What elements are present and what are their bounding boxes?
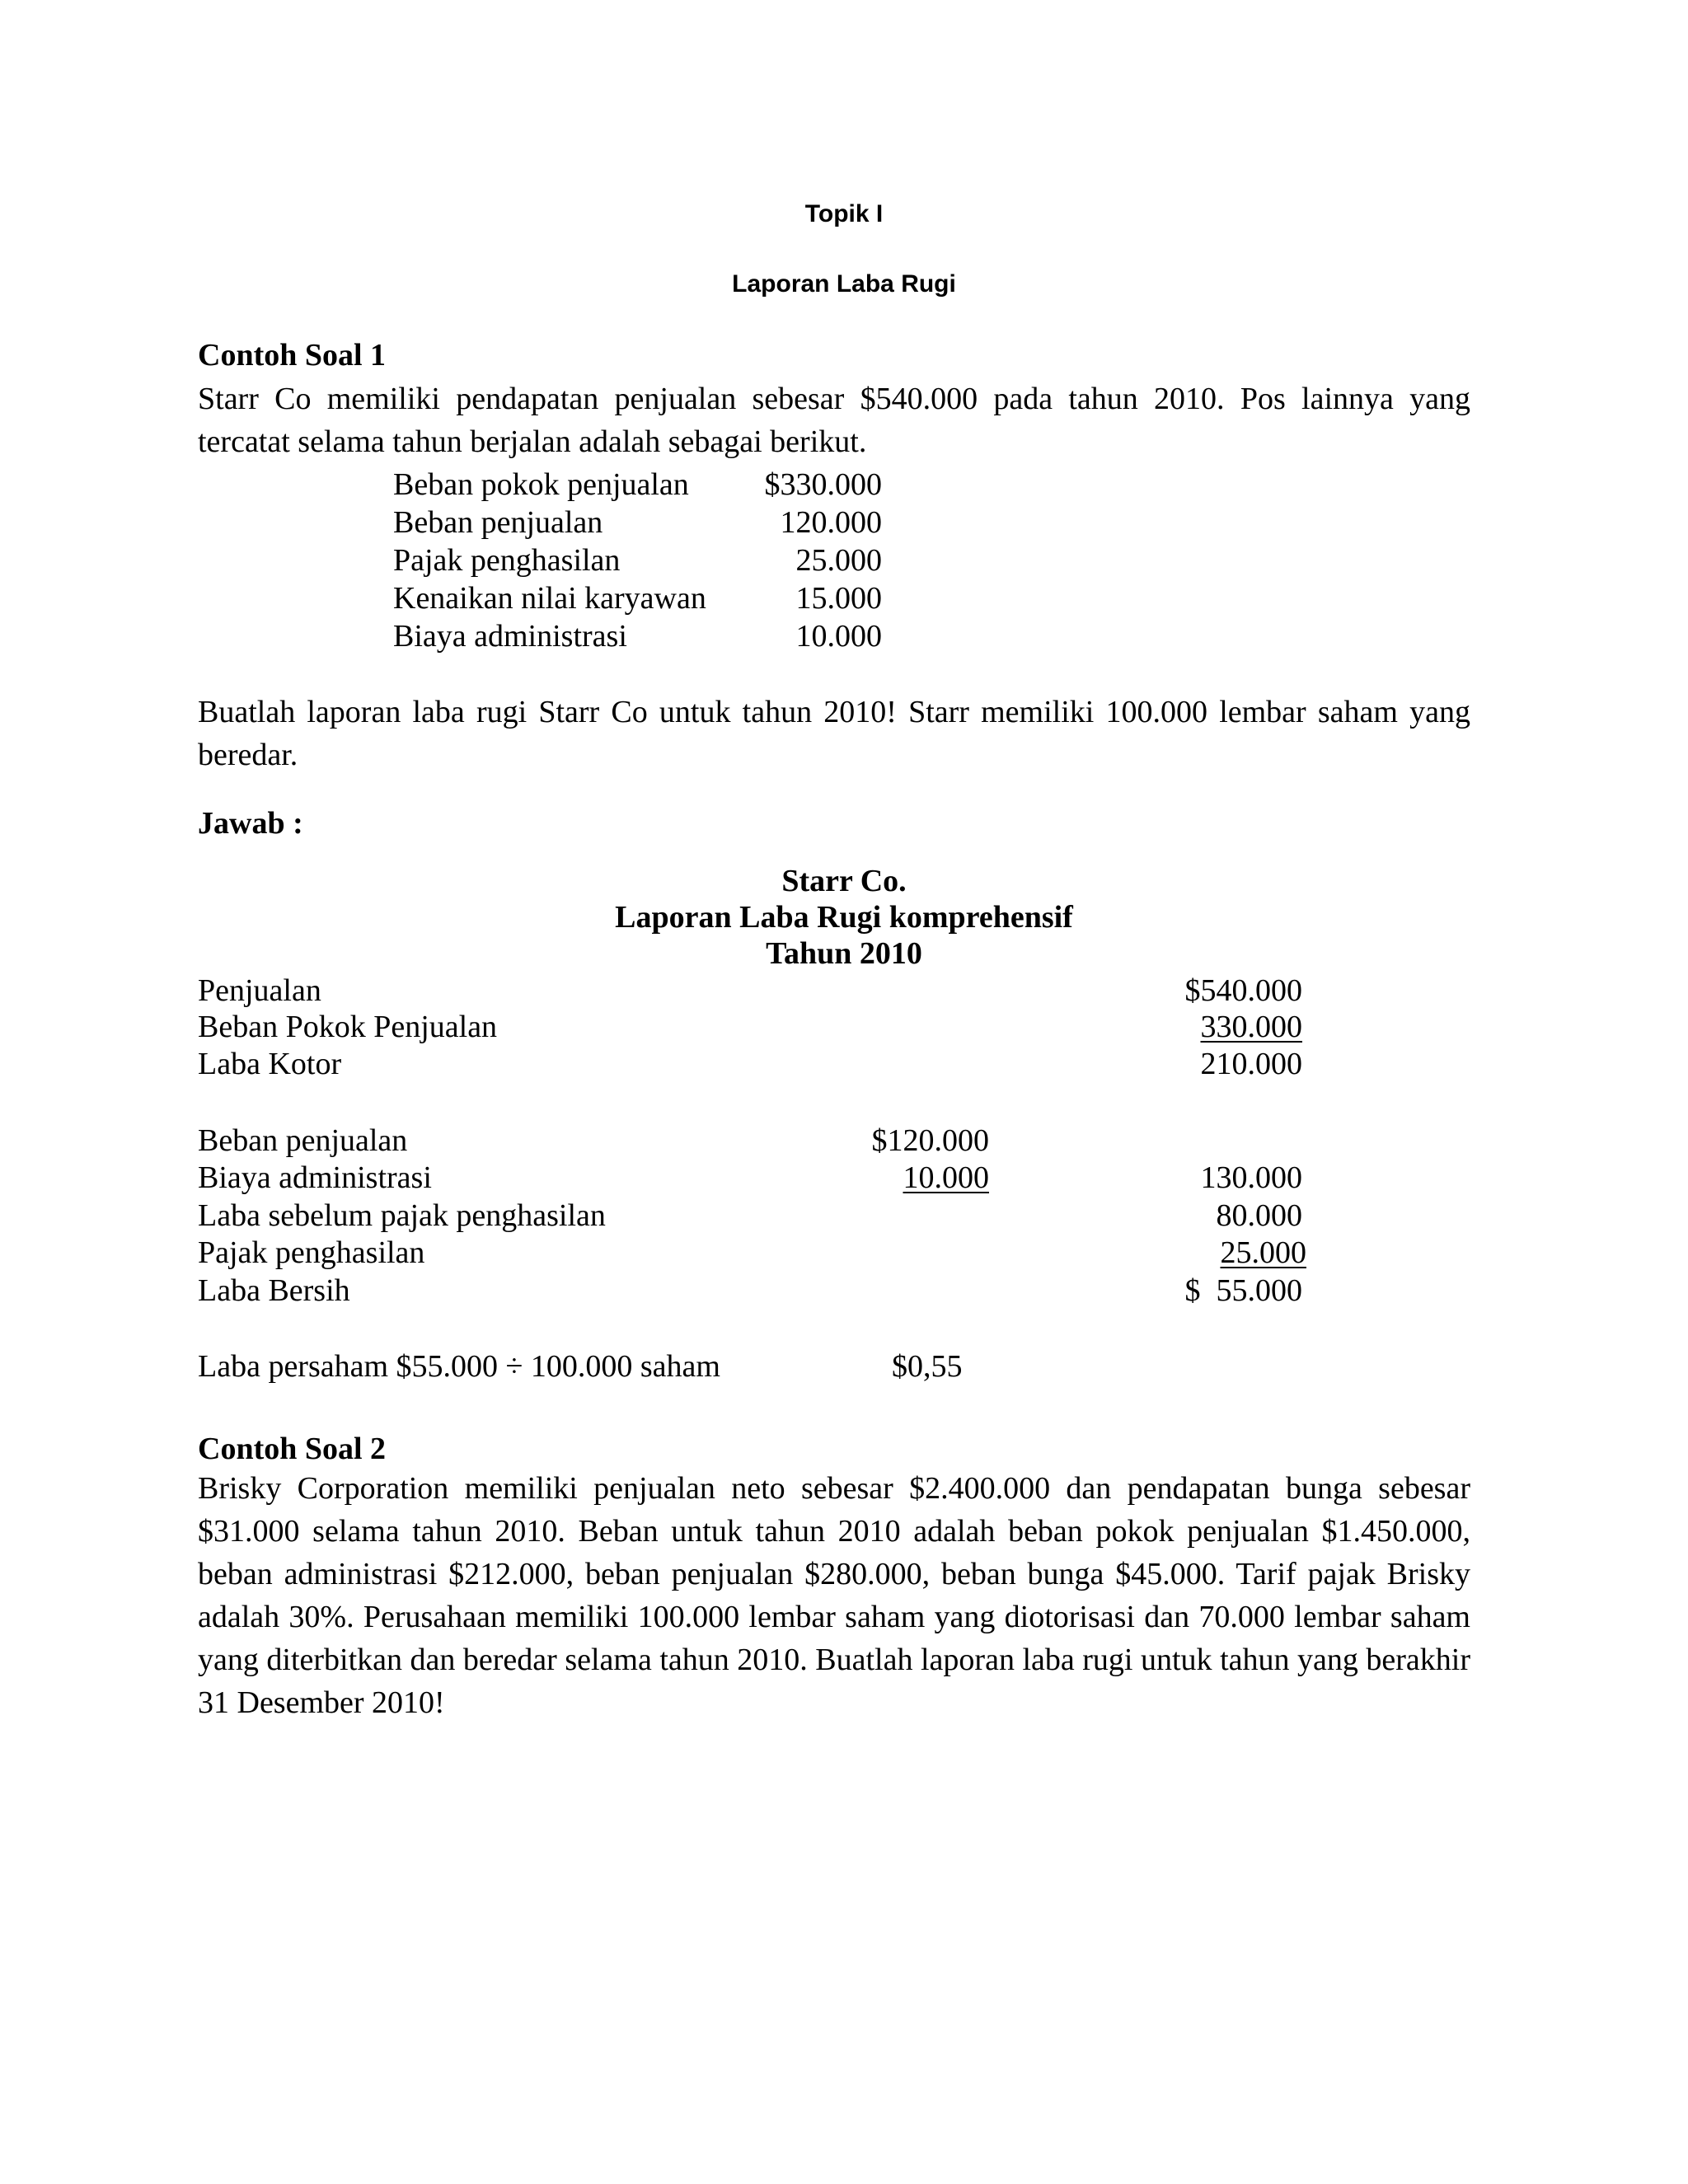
soal1-item-value: $330.000: [764, 467, 882, 502]
statement-row-value: 25.000: [1220, 1235, 1306, 1270]
soal1-item-label: Kenaikan nilai karyawan: [393, 581, 706, 616]
jawab-label: Jawab :: [198, 806, 303, 841]
statement-row-label: Penjualan: [198, 973, 321, 1008]
soal1-title: Contoh Soal 1: [198, 338, 387, 373]
soal1-item-value: 120.000: [780, 505, 882, 540]
statement-row-label: Beban penjualan: [198, 1123, 408, 1158]
topic-heading: Topik I: [804, 200, 884, 227]
statement-row-value: 330.000: [1200, 1010, 1302, 1044]
soal1-item-value: 15.000: [795, 581, 882, 616]
soal1-item-label: Beban pokok penjualan: [393, 467, 689, 502]
soal1-item-value: 25.000: [795, 543, 882, 578]
soal2-title: Contoh Soal 2: [198, 1432, 387, 1466]
statement-row-value: 130.000: [1200, 1160, 1302, 1195]
statement-row-label: Laba Kotor: [198, 1047, 342, 1081]
statement-row-label: Laba sebelum pajak penghasilan: [198, 1198, 606, 1233]
eps-value: $0,55: [892, 1349, 963, 1384]
soal2-text: Brisky Corporation memiliki penjualan neto sebesar $2.400.000 dan pendapatan bunga sebesar $31.000 selama tahun 2010. Beban untuk tahun 2010 adalah beban pokok penjualan $1.450.000, beban administrasi $212.000, beban penjualan $280.000, beban bunga $45.000. Tarif pajak Brisky adalah 30%. Perusahaan memiliki 100.000 lembar saham yang diotorisasi dan 70.000 lembar saham yang diterbitkan dan beredar selama tahun 2010. Buatlah laporan laba rugi untuk tahun yang berakhir 31 Desember 2010!: [198, 1471, 1470, 1720]
report-year: Tahun 2010: [766, 936, 922, 971]
company-name: Starr Co.: [781, 864, 907, 898]
eps-label: Laba persaham $55.000 ÷ 100.000 saham: [198, 1349, 720, 1384]
soal1-task: Buatlah laporan laba rugi Starr Co untuk tahun 2010! Starr memiliki 100.000 lembar saham yang beredar.: [198, 695, 1470, 772]
statement-row-value: 80.000: [1216, 1198, 1302, 1233]
statement-row-subvalue: $120.000: [871, 1123, 989, 1158]
soal1-intro: Starr Co memiliki pendapatan penjualan sebesar $540.000 pada tahun 2010. Pos lainnya yang tercatat selama tahun berjalan adalah sebagai berikut.: [198, 382, 1470, 459]
report-title: Laporan Laba Rugi komprehensif: [615, 900, 1073, 935]
statement-row-label: Pajak penghasilan: [198, 1235, 425, 1270]
statement-row-value: $ 55.000: [1184, 1273, 1302, 1308]
soal1-item-label: Pajak penghasilan: [393, 543, 621, 578]
soal1-item-label: Beban penjualan: [393, 505, 603, 540]
statement-row-label: Laba Bersih: [198, 1273, 350, 1308]
statement-row-value: 210.000: [1200, 1047, 1302, 1081]
page-subtitle: Laporan Laba Rugi: [732, 270, 956, 298]
statement-row-label: Beban Pokok Penjualan: [198, 1010, 498, 1044]
statement-row-value: $540.000: [1184, 973, 1302, 1008]
statement-row-subvalue: 10.000: [903, 1160, 989, 1195]
soal1-item-label: Biaya administrasi: [393, 619, 627, 654]
soal1-item-value: 10.000: [795, 619, 882, 654]
statement-row-label: Biaya administrasi: [198, 1160, 432, 1195]
